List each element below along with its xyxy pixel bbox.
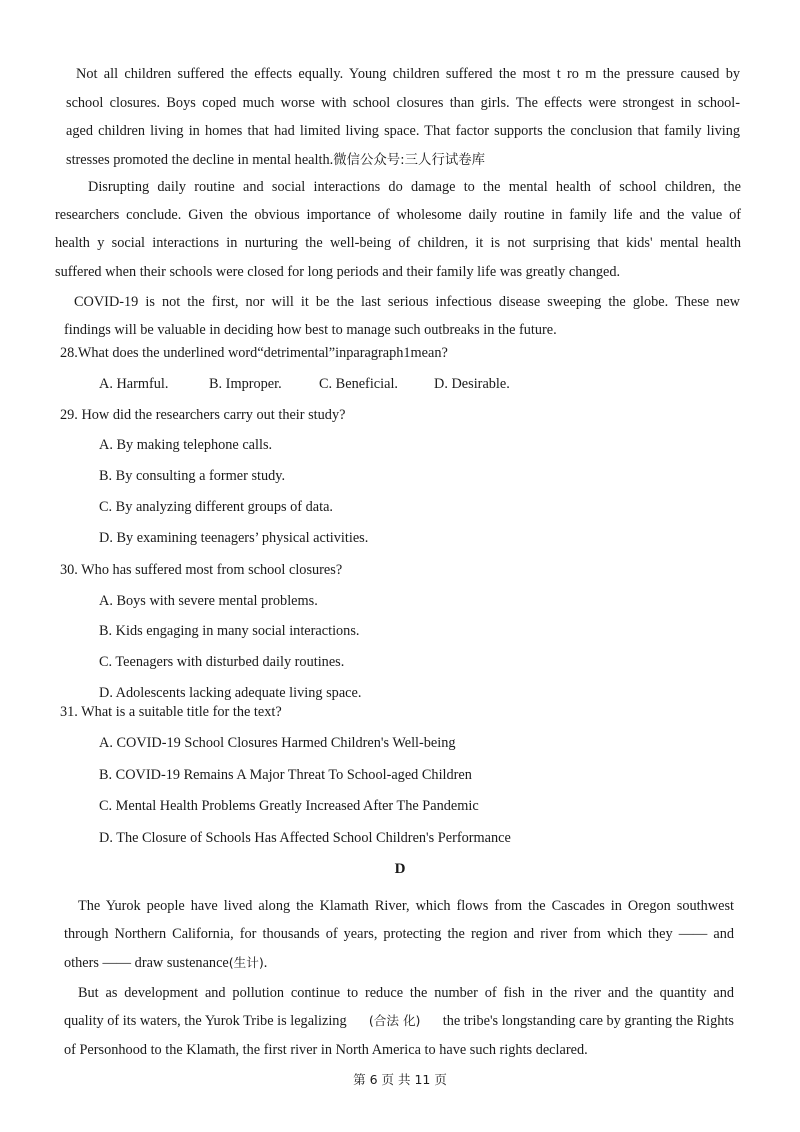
option-b[interactable]: B. Improper. — [209, 376, 282, 392]
paragraph-text: stresses promoted the decline in mental health. — [66, 152, 334, 168]
paragraph-line — [64, 1011, 734, 1031]
option-a[interactable]: A. Harmful. — [99, 376, 169, 392]
paragraph-line — [64, 953, 267, 973]
option-b[interactable]: B. Kids engaging in many social interactions. — [99, 623, 360, 639]
option-c[interactable]: C. Beneficial. — [319, 376, 399, 392]
paragraph-line: Not all children suffered the effects equally. Young children suffered the most t ro m the pressure caused by — [76, 66, 740, 82]
paragraph-line: COVID-19 is not the first, nor will it be the last serious infectious disease sweeping the globe. These new — [74, 294, 740, 310]
paragraph-line: findings will be valuable in deciding how best to manage such outbreaks in the future. — [64, 322, 557, 338]
option-d[interactable]: D. Desirable. — [434, 376, 510, 392]
paragraph-text: others —— draw sustenance — [64, 955, 229, 971]
watermark-text: 微信公众号:三人行试卷库 — [333, 153, 486, 168]
question-31: 31. What is a suitable title for the text? — [60, 704, 282, 720]
paragraph-line: through Northern California, for thousands of years, protecting the region and river from which they —— and — [64, 926, 734, 942]
option-b[interactable]: B. COVID-19 Remains A Major Threat To School-aged Children — [99, 767, 472, 783]
option-d[interactable]: D. By examining teenagers’ physical activities. — [99, 530, 369, 546]
paragraph-last-line — [66, 150, 485, 171]
question-28: 28.What does the underlined word“detrimental”inparagraph1mean? — [60, 345, 448, 361]
option-a[interactable]: A. Boys with severe mental problems. — [99, 593, 318, 609]
paragraph-line: researchers conclude. Given the obvious importance of wholesome daily routine in family life and the value of — [55, 207, 741, 223]
option-a[interactable]: A. COVID-19 School Closures Harmed Children's Well-being — [99, 735, 456, 751]
question-28-options — [99, 374, 510, 394]
paragraph-line: suffered when their schools were closed for long periods and their family life was greatly changed. — [55, 264, 621, 280]
paragraph-line: Disrupting daily routine and social interactions do damage to the mental health of school children, the — [88, 179, 741, 195]
paragraph-text: the tribe's longstanding care by granting the Rights — [439, 1013, 734, 1029]
option-d[interactable]: D. The Closure of Schools Has Affected School Children's Performance — [99, 830, 511, 846]
paragraph-line: health y social interactions in nurturing the well-being of children, it is not surprising that kids' mental health — [55, 235, 741, 251]
option-c[interactable]: C. By analyzing different groups of data. — [99, 499, 333, 515]
option-a[interactable]: A. By making telephone calls. — [99, 437, 273, 453]
paragraph-line: of Personhood to the Klamath, the first river in North America to have such rights declared. — [64, 1042, 588, 1058]
chinese-gloss: (合法 化) — [368, 1013, 421, 1028]
chinese-gloss: (生计) — [228, 955, 264, 970]
paragraph-text: quality of its waters, the Yurok Tribe is legalizing — [64, 1013, 351, 1029]
question-29: 29. How did the researchers carry out their study? — [60, 407, 346, 423]
question-30: 30. Who has suffered most from school closures? — [60, 562, 343, 578]
paragraph-line: But as development and pollution continue to reduce the number of fish in the river and the quantity and — [78, 985, 734, 1001]
option-b[interactable]: B. By consulting a former study. — [99, 468, 286, 484]
paragraph-line: school closures. Boys coped much worse with school closures than girls. The effects were strongest in school- — [66, 95, 740, 111]
paragraph-text: . — [263, 955, 268, 971]
option-c[interactable]: C. Teenagers with disturbed daily routines. — [99, 654, 345, 670]
option-d[interactable]: D. Adolescents lacking adequate living space. — [99, 685, 362, 701]
paragraph-line: The Yurok people have lived along the Klamath River, which flows from the Cascades in Oregon southwest — [78, 898, 734, 914]
paragraph-line: aged children living in homes that had limited living space. That factor supports the conclusion that family living — [66, 123, 740, 139]
page-number: 第 6 页 共 11 页 — [353, 1072, 447, 1087]
option-c[interactable]: C. Mental Health Problems Greatly Increased After The Pandemic — [99, 798, 479, 814]
section-heading: D — [394, 861, 406, 877]
